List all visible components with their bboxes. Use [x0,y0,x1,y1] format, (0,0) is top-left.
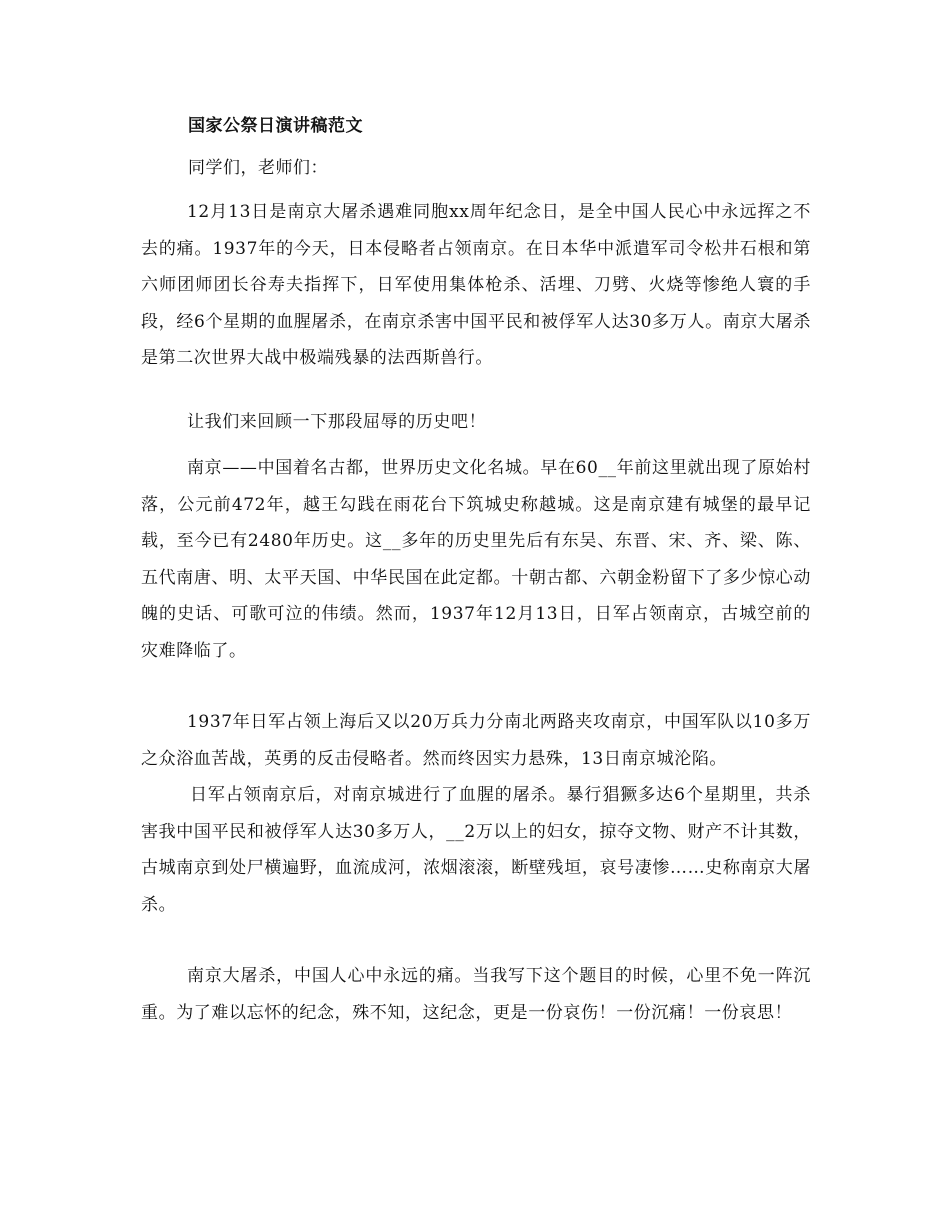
paragraph-eternal-pain: 南京大屠杀，中国人心中永远的痛。当我写下这个题目的时候，心里不免一阵沉重。为了难以忘怀的纪念，殊不知，这纪念，更是一份哀伤！一份沉痛！一份哀思！ [141,966,811,1023]
salutation: 同学们，老师们： [188,158,328,178]
paragraph-massacre: 日军占领南京后，对南京城进行了血腥的屠杀。暴行猖獗多达6个星期里，共杀害我中国平民和被俘军人达30多万人，__2万以上的妇女，掠夺文物、财产不计其数，古城南京到处尸横遍野，血流成河，浓烟滚滚，断壁残垣，哀号凄惨……史称南京大屠杀。 [141,785,811,915]
paragraph-1937-attack: 1937年日军占领上海后又以20万兵力分南北两路夹攻南京，中国军队以10多万之众浴血苦战，英勇的反击侵略者。然而终因实力悬殊，13日南京城沦陷。 [141,712,811,769]
document-title: 国家公祭日演讲稿范文 [188,116,363,136]
paragraph-memorial-day: 12月13日是南京大屠杀遇难同胞xx周年纪念日，是全中国人民心中永远挥之不去的痛。1937年的今天，日本侵略者占领南京。在日本华中派遣军司令松井石根和第六师团师团长谷寿夫指挥下，日军使用集体枪杀、活埋、刀劈、火烧等惨绝人寰的手段，经6个星期的血腥屠杀，在南京杀害中国平民和被俘军人达30多万人。南京大屠杀是第二次世界大战中极端残暴的法西斯兽行。 [141,202,811,369]
paragraph-review-history: 让我们来回顾一下那段屈辱的历史吧！ [187,412,487,432]
paragraph-nanjing-history: 南京——中国着名古都，世界历史文化名城。早在60__年前这里就出现了原始村落，公元前472年，越王勾践在雨花台下筑城史称越城。这是南京建有城堡的最早记载，至今已有2480年历史。这__多年的历史里先后有东吴、东晋、宋、齐、梁、陈、五代南唐、明、太平天国、中华民国在此定都。十朝古都、六朝金粉留下了多少惊心动魄的史话、可歌可泣的伟绩。然而，1937年12月13日，日军占领南京，古城空前的灾难降临了。 [141,458,811,661]
